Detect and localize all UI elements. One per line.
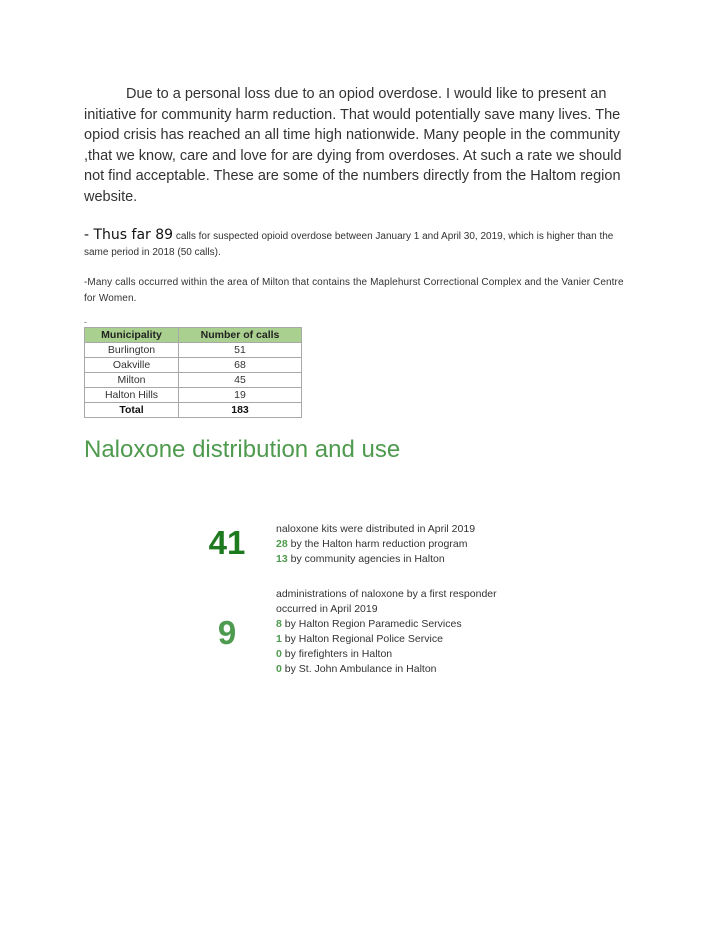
administrations-item-text: by firefighters in Halton — [281, 648, 393, 660]
header-number-of-calls: Number of calls — [179, 328, 302, 343]
administrations-item-text: by St. John Ambulance in Halton — [281, 663, 437, 675]
calls-cell: 68 — [179, 358, 302, 373]
administrations-item — [276, 617, 497, 632]
municipality-cell: Halton Hills — [85, 388, 179, 403]
calls-table — [84, 327, 302, 418]
calls-statistic-lead: - Thus far 89 — [84, 227, 174, 243]
municipality-cell: Oakville — [85, 358, 179, 373]
table-row — [85, 343, 302, 358]
kits-item-text: by community agencies in Halton — [287, 553, 445, 565]
administrations-number: 9 — [217, 614, 237, 651]
calls-statistic-detail: calls for suspected opioid overdose between January 1 and April 30, 2019, which is higher than the same period in 2018 (50 calls). — [84, 231, 614, 258]
table-row — [85, 388, 302, 403]
section-title: Naloxone distribution and use — [84, 436, 401, 463]
calls-cell: 51 — [179, 343, 302, 358]
administrations-item — [276, 647, 497, 662]
kits-item-number: 13 — [276, 553, 288, 565]
municipality-cell: Burlington — [85, 343, 179, 358]
administrations-item-number: 0 — [276, 648, 282, 660]
kits-item — [276, 552, 475, 567]
header-municipality: Municipality — [85, 328, 179, 343]
intro-paragraph: Due to a personal loss due to an opiod overdose. I would like to present an initiative for community harm reduction. That would potentially save many lives. The opiod crisis has reached an all time high nationwide. Many people in the community ,that we know, care and love for are dying from overdoses. At such a rate we should not find acceptable. These are some of the numbers directly from the Haltom region website. — [84, 86, 622, 205]
table-row — [85, 358, 302, 373]
dash-marker: - — [84, 317, 87, 327]
kits-item — [276, 537, 475, 552]
calls-cell: 45 — [179, 373, 302, 388]
administrations-line: occurred in April 2019 — [276, 603, 378, 615]
administrations-item-number: 8 — [276, 618, 282, 630]
milton-note: -Many calls occurred within the area of Milton that contains the Maplehurst Correctional Complex and the Vanier Centre for Women. — [84, 277, 624, 304]
administrations-item-number: 0 — [276, 663, 282, 675]
table-total-row — [85, 403, 302, 418]
kits-item-number: 28 — [276, 538, 288, 550]
kits-item-text: by the Halton harm reduction program — [287, 538, 468, 550]
administrations-line: administrations of naloxone by a first responder — [276, 588, 497, 600]
total-label-cell: Total — [85, 403, 179, 418]
kits-number: 41 — [208, 524, 246, 561]
administrations-item-text: by Halton Region Paramedic Services — [281, 618, 462, 630]
administrations-item-number: 1 — [276, 633, 282, 645]
table-header-row — [85, 328, 302, 343]
total-value-cell: 183 — [179, 403, 302, 418]
document-body — [84, 84, 636, 464]
municipality-cell: Milton — [85, 373, 179, 388]
calls-statistic — [84, 227, 636, 261]
administrations-description — [276, 587, 497, 677]
table-row — [85, 373, 302, 388]
administrations-item — [276, 632, 497, 647]
administrations-item — [276, 662, 497, 677]
kits-description — [276, 522, 475, 567]
calls-cell: 19 — [179, 388, 302, 403]
administrations-item-text: by Halton Regional Police Service — [281, 633, 443, 645]
kits-line: naloxone kits were distributed in April 2019 — [276, 523, 476, 535]
